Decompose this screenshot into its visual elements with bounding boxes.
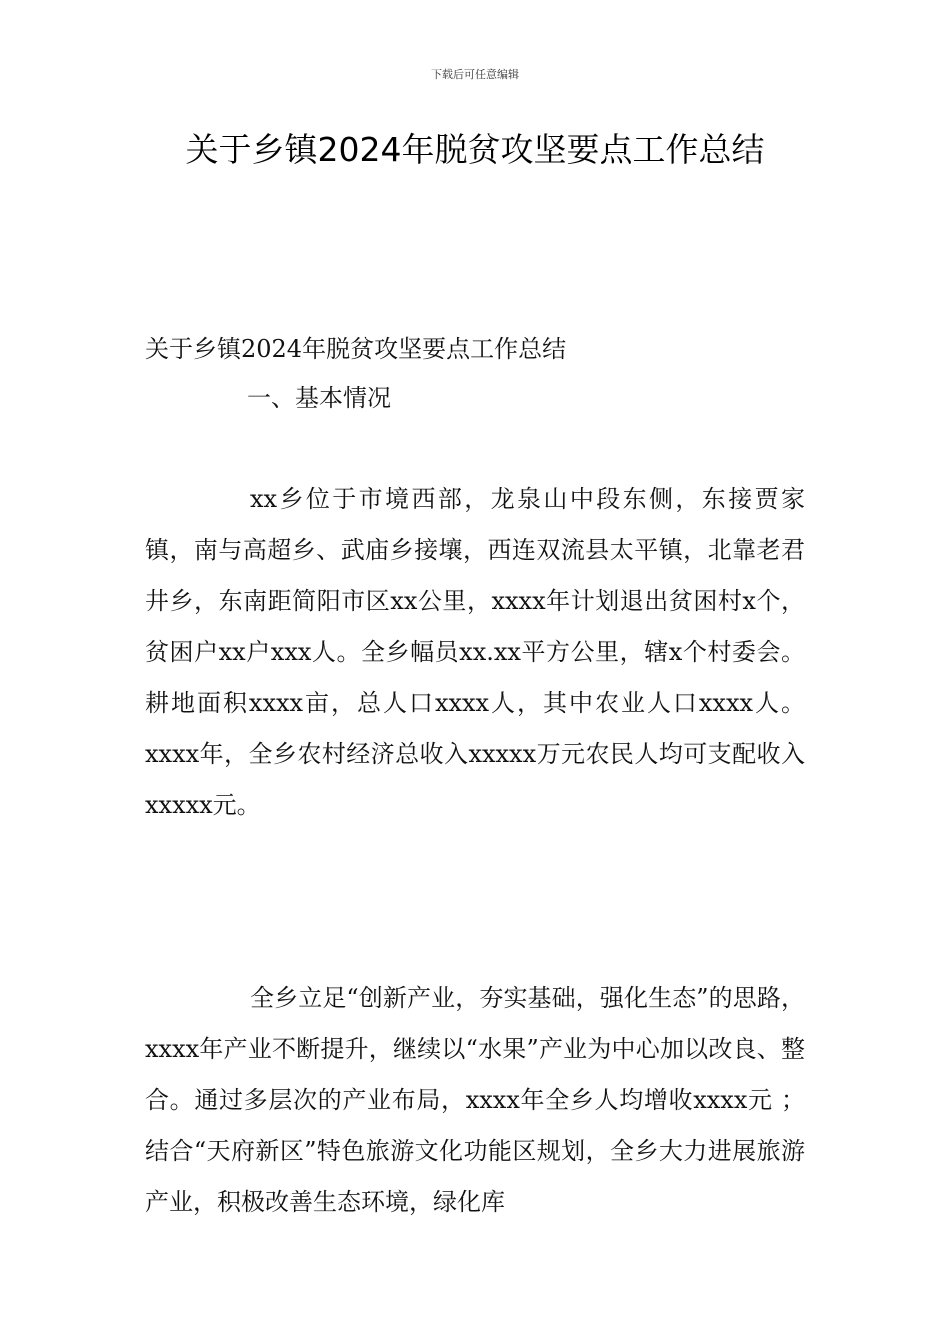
document-subtitle: 关于乡镇2024年脱贫攻坚要点工作总结	[145, 335, 567, 363]
paragraph-basic-situation: xx乡位于市境西部，龙泉山中段东侧，东接贾家镇，南与高超乡、武庙乡接壤，西连双流县太平镇，北靠老君井乡，东南距简阳市区xx公里，xxxx年计划退出贫困村x个，贫困户xx户xxx人。全乡幅员xx.xx平方公里，辖x个村委会。耕地面积xxxx亩，总人口xxxx人，其中农业人口xxxx人。xxxx年，全乡农村经济总收入xxxxx万元农民人均可支配收入xxxxx元。	[145, 485, 805, 819]
section-heading-basic-situation: 一、基本情况	[247, 384, 391, 412]
header-note: 下载后可任意编辑	[431, 68, 519, 81]
page-title: 关于乡镇2024年脱贫攻坚要点工作总结	[185, 130, 765, 169]
paragraph-industry-development: 全乡立足“创新产业，夯实基础，强化生态”的思路，xxxx年产业不断提升，继续以“水果”产业为中心加以改良、整合。通过多层次的产业布局，xxxx年全乡人均增收xxxx元 ；结合“天府新区”特色旅游文化功能区规划，全乡大力进展旅游产业，积极改善生态环境，绿化库	[145, 984, 805, 1216]
